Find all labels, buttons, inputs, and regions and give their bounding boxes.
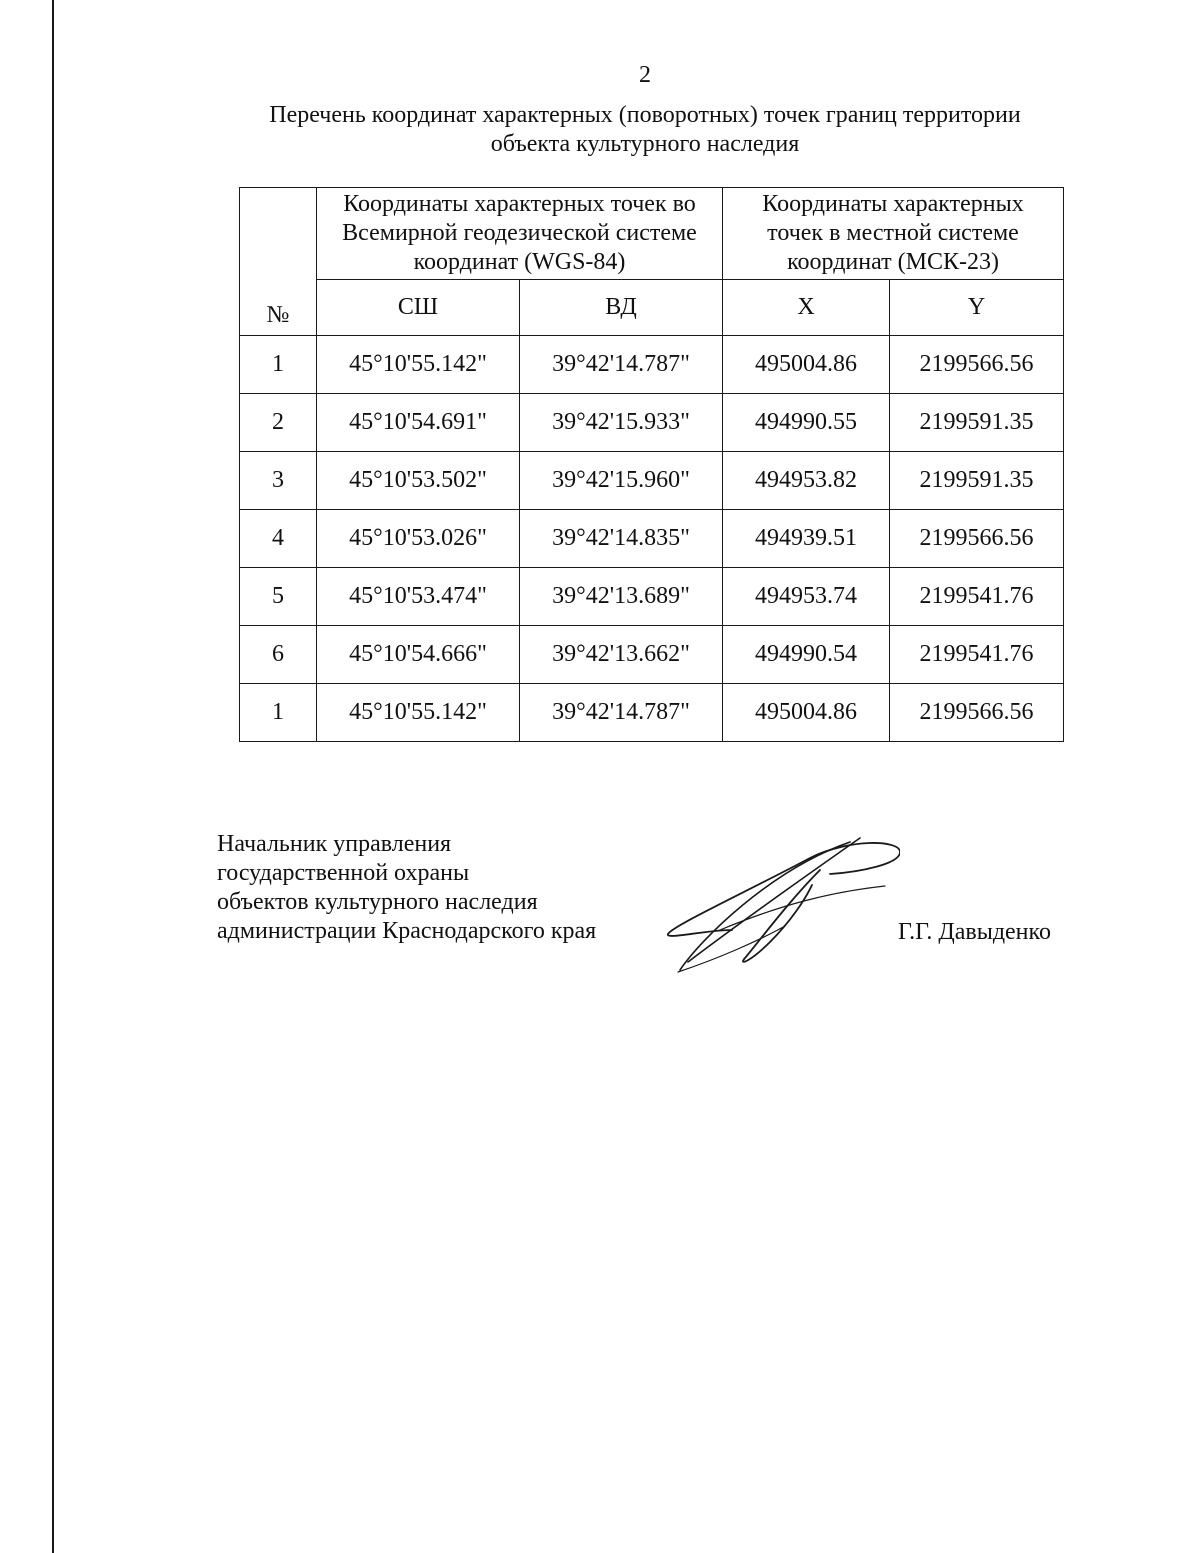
number-column-header: № <box>240 188 317 336</box>
msk23-header-line-3: координат (МСК-23) <box>787 249 999 275</box>
y-cell: 2199541.76 <box>890 626 1064 684</box>
handwritten-signature <box>660 830 900 980</box>
longitude-cell: 39°42'15.960" <box>520 452 723 510</box>
latitude-cell: 45°10'53.502" <box>317 452 520 510</box>
position-line-3: объектов культурного наследия <box>217 889 538 915</box>
title-line-2: объекта культурного наследия <box>490 131 800 157</box>
point-number: 4 <box>240 510 317 568</box>
latitude-cell: 45°10'53.474" <box>317 568 520 626</box>
point-number: 1 <box>240 684 317 742</box>
msk23-header <box>723 188 1064 280</box>
latitude-cell: 45°10'54.691" <box>317 394 520 452</box>
header-row-group <box>240 188 1064 280</box>
y-cell: 2199591.35 <box>890 452 1064 510</box>
coordinates-table <box>239 187 1064 742</box>
x-cell: 494953.74 <box>723 568 890 626</box>
point-number: 6 <box>240 626 317 684</box>
table-row <box>240 336 1064 394</box>
latitude-cell: 45°10'54.666" <box>317 626 520 684</box>
y-cell: 2199566.56 <box>890 510 1064 568</box>
table-row <box>240 510 1064 568</box>
table-row <box>240 568 1064 626</box>
point-number: 3 <box>240 452 317 510</box>
longitude-cell: 39°42'14.787" <box>520 336 723 394</box>
table-row <box>240 452 1064 510</box>
longitude-cell: 39°42'13.689" <box>520 568 723 626</box>
position-line-4: администрации Краснодарского края <box>217 918 597 944</box>
latitude-cell: 45°10'53.026" <box>317 510 520 568</box>
document-title <box>235 101 1055 159</box>
x-cell: 494990.55 <box>723 394 890 452</box>
wgs84-header <box>317 188 723 280</box>
y-cell: 2199591.35 <box>890 394 1064 452</box>
title-line-1: Перечень координат характерных (поворотных) точек границ территории <box>269 102 1021 128</box>
header-row-sub <box>240 280 1064 336</box>
longitude-header: ВД <box>520 280 723 336</box>
x-header: X <box>723 280 890 336</box>
x-cell: 494939.51 <box>723 510 890 568</box>
position-line-1: Начальник управления <box>217 831 452 857</box>
latitude-cell: 45°10'55.142" <box>317 684 520 742</box>
point-number: 2 <box>240 394 317 452</box>
position-line-2: государственной охраны <box>217 860 470 886</box>
x-cell: 495004.86 <box>723 684 890 742</box>
y-cell: 2199566.56 <box>890 684 1064 742</box>
latitude-cell: 45°10'55.142" <box>317 336 520 394</box>
table-row <box>240 684 1064 742</box>
longitude-cell: 39°42'14.787" <box>520 684 723 742</box>
longitude-cell: 39°42'14.835" <box>520 510 723 568</box>
y-header: Y <box>890 280 1064 336</box>
y-cell: 2199541.76 <box>890 568 1064 626</box>
x-cell: 494953.82 <box>723 452 890 510</box>
longitude-cell: 39°42'13.662" <box>520 626 723 684</box>
wgs84-header-line-1: Координаты характерных точек во <box>343 191 696 217</box>
table-row <box>240 626 1064 684</box>
point-number: 1 <box>240 336 317 394</box>
point-number: 5 <box>240 568 317 626</box>
wgs84-header-line-2: Всемирной геодезической системе <box>342 220 697 246</box>
longitude-cell: 39°42'15.933" <box>520 394 723 452</box>
msk23-header-line-2: точек в местной системе <box>767 220 1019 246</box>
x-cell: 494990.54 <box>723 626 890 684</box>
table-row <box>240 394 1064 452</box>
page-number: 2 <box>639 62 651 88</box>
signatory-position <box>217 830 596 946</box>
y-cell: 2199566.56 <box>890 336 1064 394</box>
wgs84-header-line-3: координат (WGS-84) <box>413 249 626 275</box>
msk23-header-line-1: Координаты характерных <box>762 191 1024 217</box>
x-cell: 495004.86 <box>723 336 890 394</box>
latitude-header: СШ <box>317 280 520 336</box>
margin-line <box>52 0 54 1553</box>
signatory-name: Г.Г. Давыденко <box>898 919 1051 945</box>
